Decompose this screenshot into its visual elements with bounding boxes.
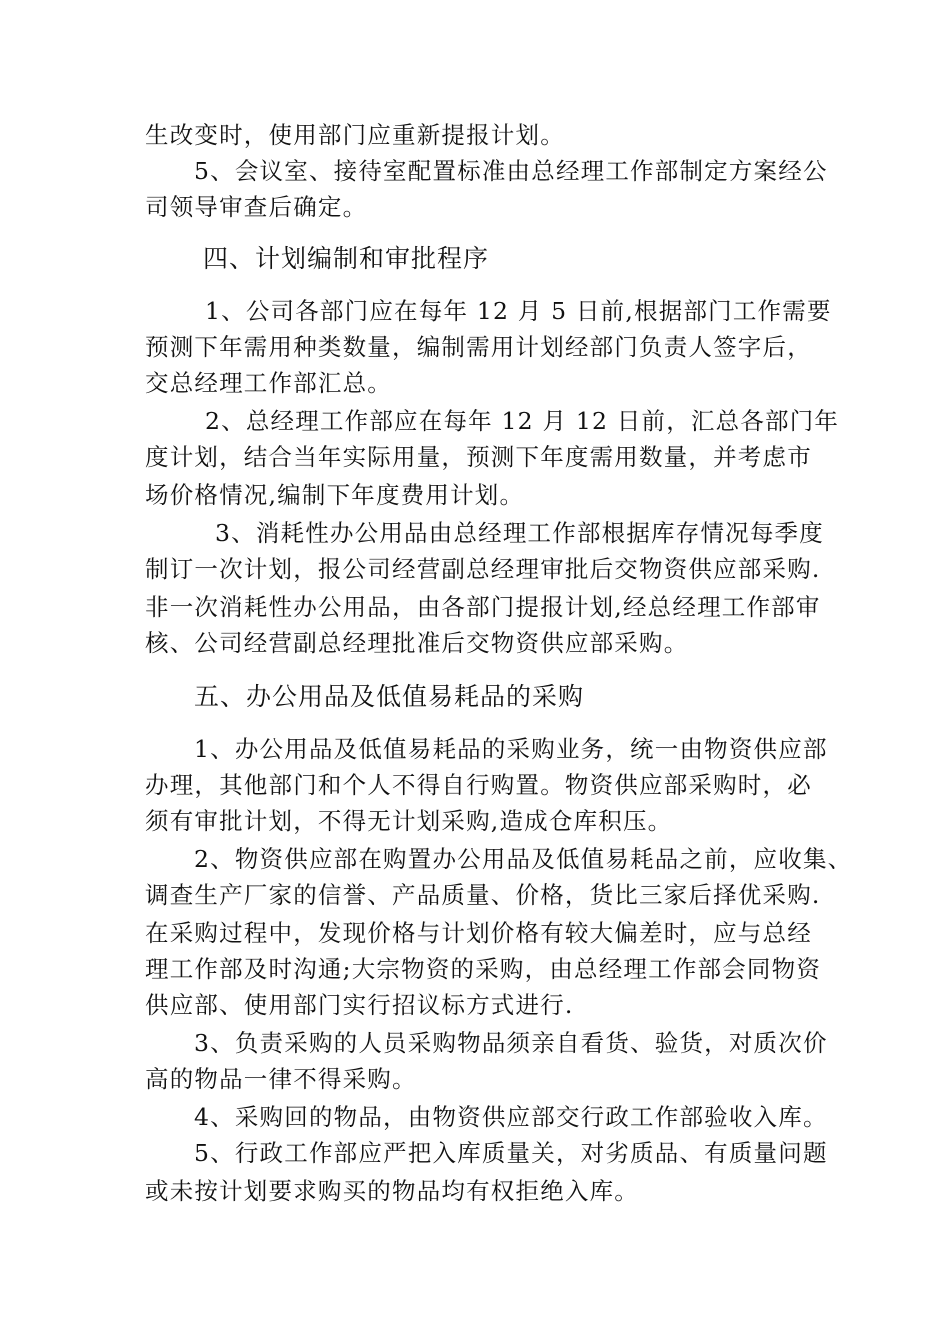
text-line: 1、公司各部门应在每年 12 月 5 日前,根据部门工作需要 [205,297,832,325]
text-line: 5、行政工作部应严把入库质量关，对劣质品、有质量问题 [194,1139,828,1167]
text-line: 理工作部及时沟通;大宗物资的采购，由总经理工作部会同物资 [145,955,822,983]
text-line: 高的物品一律不得采购。 [145,1065,417,1093]
text-line: 场价格情况,编制下年度费用计划。 [145,481,525,509]
text-line: 核、公司经营副总经理批准后交物资供应部采购。 [145,629,689,657]
text-line: 2、总经理工作部应在每年 12 月 12 日前，汇总各部门年 [205,407,840,435]
text-line: 生改变时，使用部门应重新提报计划。 [145,121,565,149]
text-line: 度计划，结合当年实际用量，预测下年度需用数量，并考虑市 [145,443,812,471]
text-line: 2、物资供应部在购置办公用品及低值易耗品之前，应收集、 [194,845,853,873]
text-line: 3、消耗性办公用品由总经理工作部根据库存情况每季度 [215,519,824,547]
text-line: 司领导审查后确定。 [145,193,368,221]
text-line: 须有审批计划，不得无计划采购,造成仓库积压。 [145,807,673,835]
text-line: 或未按计划要求购买的物品均有权拒绝入库。 [145,1177,639,1205]
section-heading-four: 四、计划编制和审批程序 [203,244,490,273]
text-line: 调查生产厂家的信誉、产品质量、价格，货比三家后择优采购. [145,881,821,909]
text-line: 预测下年需用种类数量，编制需用计划经部门负责人签字后， [145,333,812,361]
text-line: 3、负责采购的人员采购物品须亲自看货、验货，对质次价 [194,1029,828,1057]
text-line: 非一次消耗性办公用品，由各部门提报计划,经总经理工作部审 [145,593,821,621]
text-line: 在采购过程中，发现价格与计划价格有较大偏差时，应与总经 [145,919,812,947]
text-line: 制订一次计划，报公司经营副总经理审批后交物资供应部采购. [145,555,821,583]
text-line: 5、会议室、接待室配置标准由总经理工作部制定方案经公 [194,157,828,185]
text-line: 交总经理工作部汇总。 [145,369,392,397]
section-heading-five: 五、办公用品及低值易耗品的采购 [194,682,585,711]
text-line: 1、办公用品及低值易耗品的采购业务，统一由物资供应部 [194,735,828,763]
text-line: 4、采购回的物品，由物资供应部交行政工作部验收入库。 [194,1103,828,1131]
text-line: 供应部、使用部门实行招议标方式进行. [145,991,574,1019]
text-line: 办理，其他部门和个人不得自行购置。物资供应部采购时，必 [145,771,812,799]
